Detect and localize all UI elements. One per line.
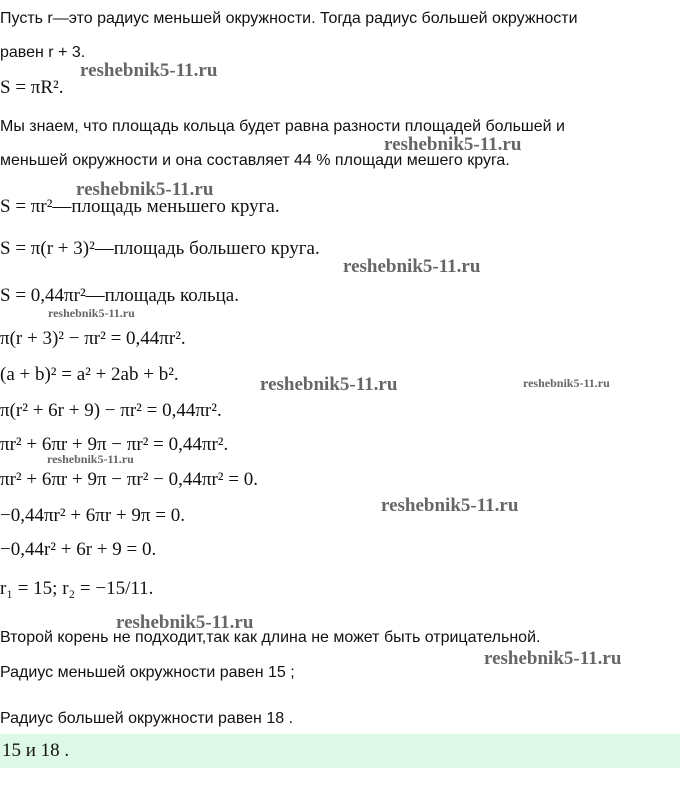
text-line-19: Радиус большей окружности равен 18 . — [0, 710, 294, 727]
watermark: reshebnik5-11.ru — [343, 256, 481, 277]
watermark: reshebnik5-11.ru — [384, 134, 522, 155]
watermark: reshebnik5-11.ru — [47, 452, 134, 466]
watermark: reshebnik5-11.ru — [484, 648, 622, 669]
formula-line-12: πr² + 6πr + 9π − πr² = 0,44πr². — [0, 434, 229, 455]
text-line-1: Пусть r—это радиус меньшей окружности. Тогда радиус большей окружности — [0, 10, 578, 27]
watermark: reshebnik5-11.ru — [260, 374, 398, 395]
watermark: reshebnik5-11.ru — [76, 179, 214, 200]
text-line-2: равен r + 3. — [0, 44, 86, 61]
formula-line-8: S = 0,44πr²—площадь кольца. — [0, 285, 239, 306]
watermark: reshebnik5-11.ru — [381, 495, 519, 516]
formula-line-13: πr² + 6πr + 9π − πr² − 0,44πr² = 0. — [0, 469, 258, 490]
watermark: reshebnik5-11.ru — [523, 376, 610, 390]
formula-line-3: S = πR². — [0, 77, 64, 98]
text-line-17: Второй корень не подходит,так как длина не может быть отрицательной. — [0, 629, 541, 646]
formula-line-6: S = πr²—площадь меньшего круга. — [0, 196, 280, 217]
formula-line-11: π(r² + 6r + 9) − πr² = 0,44πr². — [0, 400, 222, 421]
answer-text: 15 и 18 . — [2, 740, 70, 761]
formula-line-14: −0,44πr² + 6πr + 9π = 0. — [0, 505, 185, 526]
watermark: reshebnik5-11.ru — [80, 60, 218, 81]
watermark: reshebnik5-11.ru — [116, 612, 254, 633]
text-line-18: Радиус меньшей окружности равен 15 ; — [0, 664, 295, 681]
text-line-5: меньшей окружности и она составляет 44 % площади мешего круга. — [0, 152, 510, 169]
formula-line-16: r₁ = 15; r₂ = −15/11. — [0, 578, 154, 599]
formula-line-9: π(r + 3)² − πr² = 0,44πr². — [0, 328, 186, 349]
watermark: reshebnik5-11.ru — [48, 306, 135, 320]
formula-line-7: S = π(r + 3)²—площадь большего круга. — [0, 238, 320, 259]
formula-line-10: (a + b)² = a² + 2ab + b². — [0, 364, 179, 385]
formula-line-15: −0,44r² + 6r + 9 = 0. — [0, 539, 157, 560]
text-line-4: Мы знаем, что площадь кольца будет равна разности площадей большей и — [0, 118, 565, 135]
answer-box — [0, 734, 680, 768]
